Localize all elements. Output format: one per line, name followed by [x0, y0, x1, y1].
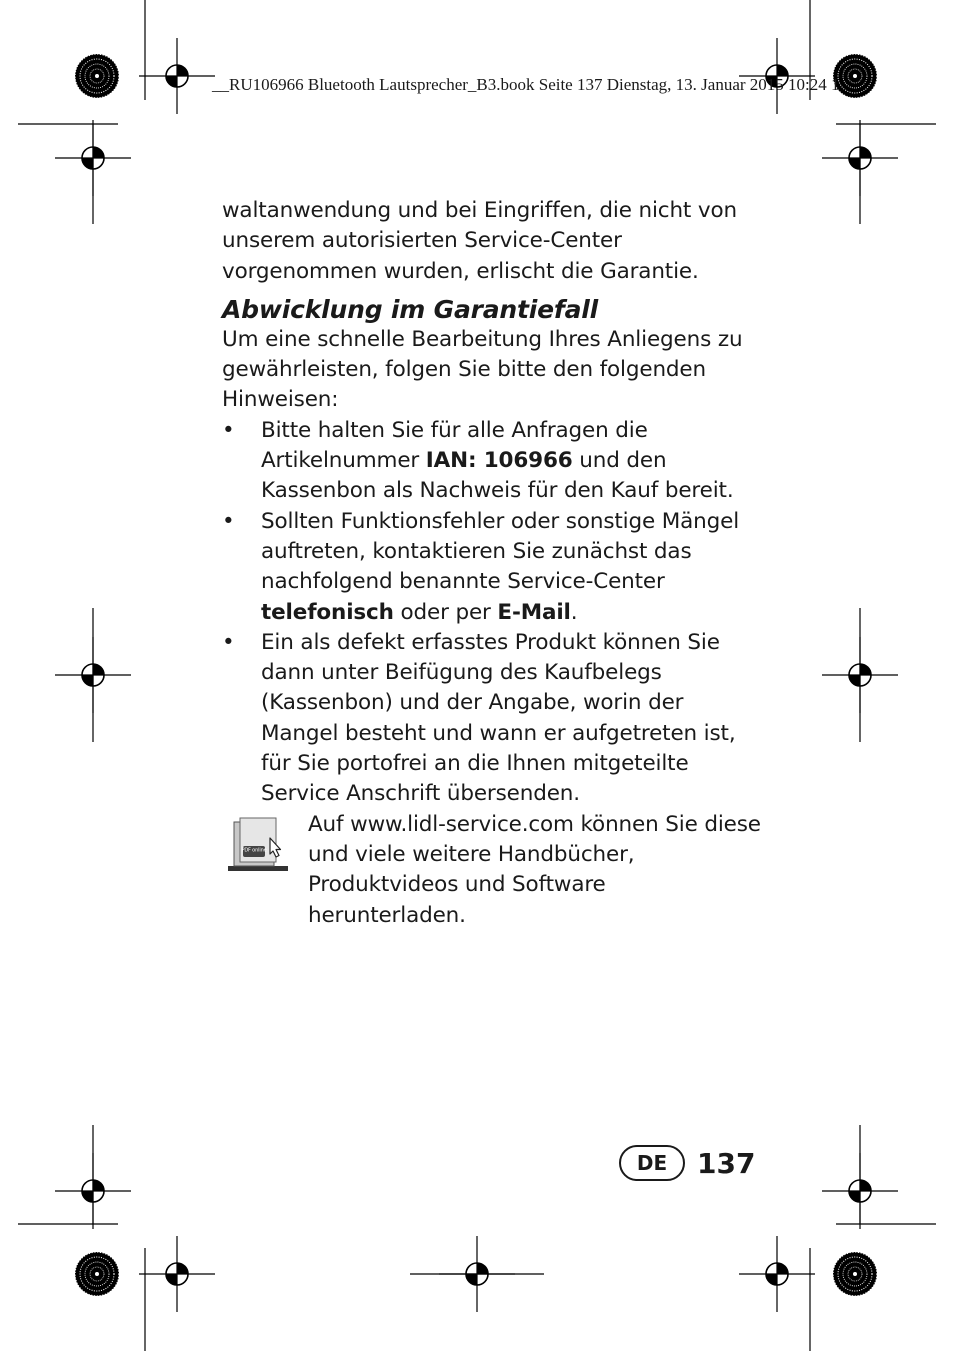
page-footer: [619, 1145, 755, 1185]
language-badge: DE: [619, 1145, 685, 1181]
article-number: IAN: 106966: [425, 448, 573, 474]
lead-paragraph: Um eine schnelle Bearbeitung Ihres Anliegens zu gewährleisten, folgen Sie bitte den folgenden Hinweisen:: [222, 326, 743, 413]
list-item: • Ein als defekt erfasstes Produkt können Sie dann unter Beifügung des Kaufbelegs (Kassenbon) und der Angabe, worin der Mangel besteht und wann er aufgetreten ist, für Sie portofrei an die Ihnen mitgeteilte Service Anschrift übersenden.: [222, 629, 736, 807]
print-slug: __RU106966 Bluetooth Lautsprecher_B3.book Seite 137 Dienstag, 13. Januar 2015 10:24 1: [212, 75, 840, 94]
note-text: Auf www.lidl-service.com können Sie diese und viele weitere Handbücher, Produktvideos und Software herunterladen.: [308, 811, 761, 928]
page-number: 137: [697, 1146, 756, 1180]
download-note: [222, 810, 762, 931]
pdf-download-icon: [226, 816, 290, 874]
bullet-icon: •: [222, 508, 235, 534]
page-content: [222, 196, 762, 931]
bullet-icon: •: [222, 629, 235, 655]
bullet-list: [222, 416, 762, 810]
icon-label: PDF online: [241, 847, 267, 854]
list-item: • Bitte halten Sie für alle Anfragen die Artikelnummer IAN: 106966 und den Kassenbon als Nachweis für den Kauf bereit.: [222, 417, 734, 504]
intro-paragraph: waltanwendung und bei Eingriffen, die nicht von unserem autorisierten Service-Center vorgenommen wurden, erlischt die Garantie.: [222, 198, 737, 284]
bullet-icon: •: [222, 417, 235, 443]
list-item: • Sollten Funktionsfehler oder sonstige Mängel auftreten, kontaktieren Sie zunächst das nachfolgend benannte Service-Center telefonisch oder per E-Mail.: [222, 508, 740, 625]
section-heading: Abwicklung im Garantiefall: [222, 294, 598, 324]
